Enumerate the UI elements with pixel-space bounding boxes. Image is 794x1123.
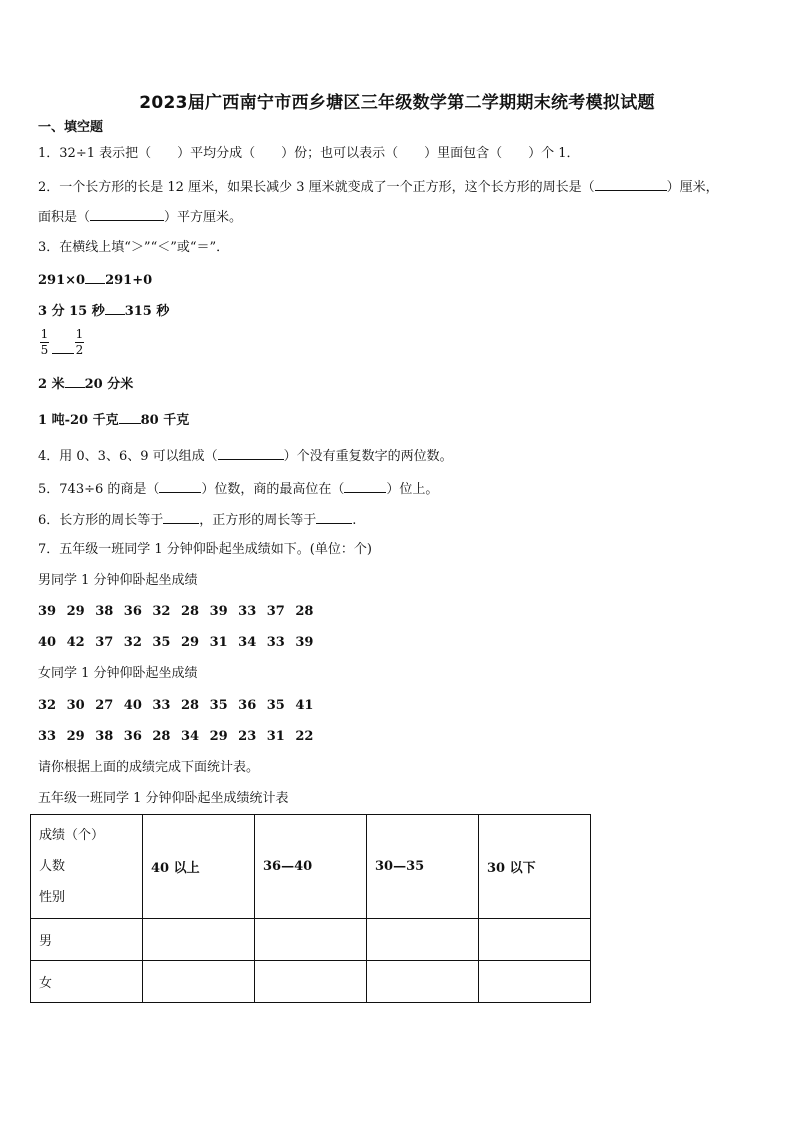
score: 37 (266, 604, 285, 619)
score: 40 (38, 635, 57, 650)
answer-cell[interactable] (367, 961, 479, 1003)
answer-cell[interactable] (255, 919, 367, 961)
question-2-line-1 (38, 178, 719, 196)
score: 33 (266, 635, 285, 650)
numerator: 1 (40, 327, 49, 341)
denominator: 5 (40, 343, 49, 357)
score: 28 (180, 604, 200, 619)
compare-1 (38, 271, 152, 289)
score: 34 (238, 635, 257, 650)
corner-label-count: 人数 (39, 859, 66, 874)
compare-right: 80 千克 (140, 413, 190, 428)
score: 33 (238, 604, 257, 619)
question-2-line-2 (38, 208, 242, 226)
score: 32 (123, 635, 142, 650)
answer-blank[interactable] (595, 178, 667, 191)
q2-text-3: 面积是（ (38, 210, 91, 225)
boys-label: 男同学 1 分钟仰卧起坐成绩 (38, 573, 198, 588)
score: 29 (209, 729, 228, 744)
compare-blank[interactable] (65, 375, 85, 388)
compare-2 (38, 302, 169, 320)
question-6 (38, 511, 356, 529)
score: 36 (123, 604, 142, 619)
q5-text-3: ）位上。 (386, 482, 439, 497)
answer-blank[interactable] (163, 511, 199, 524)
corner-header-cell (31, 815, 143, 919)
compare-blank[interactable] (105, 302, 125, 315)
answer-blank[interactable] (90, 208, 164, 221)
compare-right: 20 分米 (84, 377, 134, 392)
compare-5 (38, 411, 189, 429)
score: 36 (123, 729, 142, 744)
table-row (31, 961, 591, 1003)
score: 39 (295, 635, 314, 650)
answer-cell[interactable] (143, 919, 255, 961)
answer-cell[interactable] (479, 961, 591, 1003)
question-5 (38, 480, 438, 498)
fraction-1-5 (40, 328, 49, 357)
fraction-1-2 (75, 328, 84, 357)
column-header: 40 以上 (143, 815, 255, 919)
q5-text-1: 5．743÷6 的商是（ (38, 482, 160, 497)
answer-blank[interactable] (218, 447, 284, 460)
score: 38 (95, 729, 114, 744)
table-caption: 五年级一班同学 1 分钟仰卧起坐成绩统计表 (38, 791, 289, 806)
compare-left: 1 吨-20 千克 (38, 413, 119, 428)
question-1: 1．32÷1 表示把（ ）平均分成（ ）份；也可以表示（ ）里面包含（ ）个 1． (38, 146, 580, 161)
score: 38 (95, 604, 114, 619)
compare-left: 2 米 (38, 377, 65, 392)
q2-text-4: ）平方厘米。 (164, 210, 243, 225)
q2-text-2: ）厘米， (666, 180, 719, 195)
score: 29 (66, 729, 85, 744)
column-header: 30 以下 (479, 815, 591, 919)
score: 29 (180, 635, 200, 650)
instruction: 请你根据上面的成绩完成下面统计表。 (38, 760, 260, 775)
answer-cell[interactable] (143, 961, 255, 1003)
score: 33 (152, 698, 171, 713)
q4-text-2: ）个没有重复数字的两位数。 (283, 449, 453, 464)
score: 35 (152, 635, 171, 650)
corner-label-score: 成绩（个） (39, 828, 105, 843)
score: 34 (180, 729, 200, 744)
score: 39 (38, 604, 57, 619)
score: 28 (152, 729, 171, 744)
q6-text-2: ，正方形的周长等于 (199, 513, 317, 528)
girls-scores-row-2 (38, 729, 324, 744)
girls-label: 女同学 1 分钟仰卧起坐成绩 (38, 666, 198, 681)
question-4 (38, 447, 453, 465)
compare-left: 3 分 15 秒 (38, 304, 105, 319)
score: 41 (295, 698, 314, 713)
compare-blank[interactable] (119, 411, 141, 424)
denominator: 2 (75, 343, 84, 357)
q6-text-3: . (352, 513, 357, 528)
score: 32 (152, 604, 171, 619)
girls-scores-row-1 (38, 698, 324, 713)
q6-text-1: 6．长方形的周长等于 (38, 513, 164, 528)
compare-right: 315 秒 (124, 304, 170, 319)
score: 35 (209, 698, 228, 713)
answer-cell[interactable] (479, 919, 591, 961)
score: 30 (66, 698, 85, 713)
section-heading: 一、填空题 (38, 120, 104, 135)
question-7-stem: 7．五年级一班同学 1 分钟仰卧起坐成绩如下。(单位：个) (38, 542, 372, 557)
score: 23 (238, 729, 257, 744)
compare-right: 291+0 (105, 273, 153, 288)
q5-text-2: ）位数，商的最高位在（ (201, 482, 345, 497)
score: 31 (266, 729, 285, 744)
boys-scores-row-1 (38, 604, 324, 619)
table-row (31, 919, 591, 961)
column-header: 36—40 (255, 815, 367, 919)
score: 36 (238, 698, 257, 713)
score: 29 (66, 604, 85, 619)
score: 33 (38, 729, 57, 744)
compare-blank[interactable] (52, 353, 74, 354)
column-header: 30—35 (367, 815, 479, 919)
score: 37 (95, 635, 114, 650)
compare-blank[interactable] (85, 271, 105, 284)
score: 27 (95, 698, 114, 713)
score: 28 (295, 604, 314, 619)
boys-scores-row-2 (38, 635, 324, 650)
numerator: 1 (75, 327, 84, 341)
page-title: 2023届广西南宁市西乡塘区三年级数学第二学期期末统考模拟试题 (139, 93, 655, 113)
score: 35 (266, 698, 285, 713)
score: 42 (66, 635, 85, 650)
row-label: 女 (31, 961, 143, 1003)
question-3-stem: 3．在横线上填“＞”“＜”或“＝”． (38, 240, 230, 255)
score: 22 (295, 729, 314, 744)
answer-blank[interactable] (159, 480, 201, 493)
score: 31 (209, 635, 228, 650)
answer-cell[interactable] (367, 919, 479, 961)
score: 28 (180, 698, 200, 713)
q2-text-1: 2．一个长方形的长是 12 厘米，如果长减少 3 厘米就变成了一个正方形，这个长方形的周长是（ (38, 180, 595, 195)
q4-text-1: 4．用 0、3、6、9 可以组成（ (38, 449, 218, 464)
compare-4 (38, 375, 133, 393)
answer-blank[interactable] (316, 511, 352, 524)
answer-blank[interactable] (344, 480, 386, 493)
compare-left: 291×0 (38, 273, 86, 288)
score: 32 (38, 698, 57, 713)
score: 39 (209, 604, 228, 619)
answer-cell[interactable] (255, 961, 367, 1003)
score: 40 (123, 698, 142, 713)
corner-label-gender: 性别 (39, 890, 66, 905)
stats-table (30, 814, 591, 1003)
table-header-row (31, 815, 591, 919)
row-label: 男 (31, 919, 143, 961)
